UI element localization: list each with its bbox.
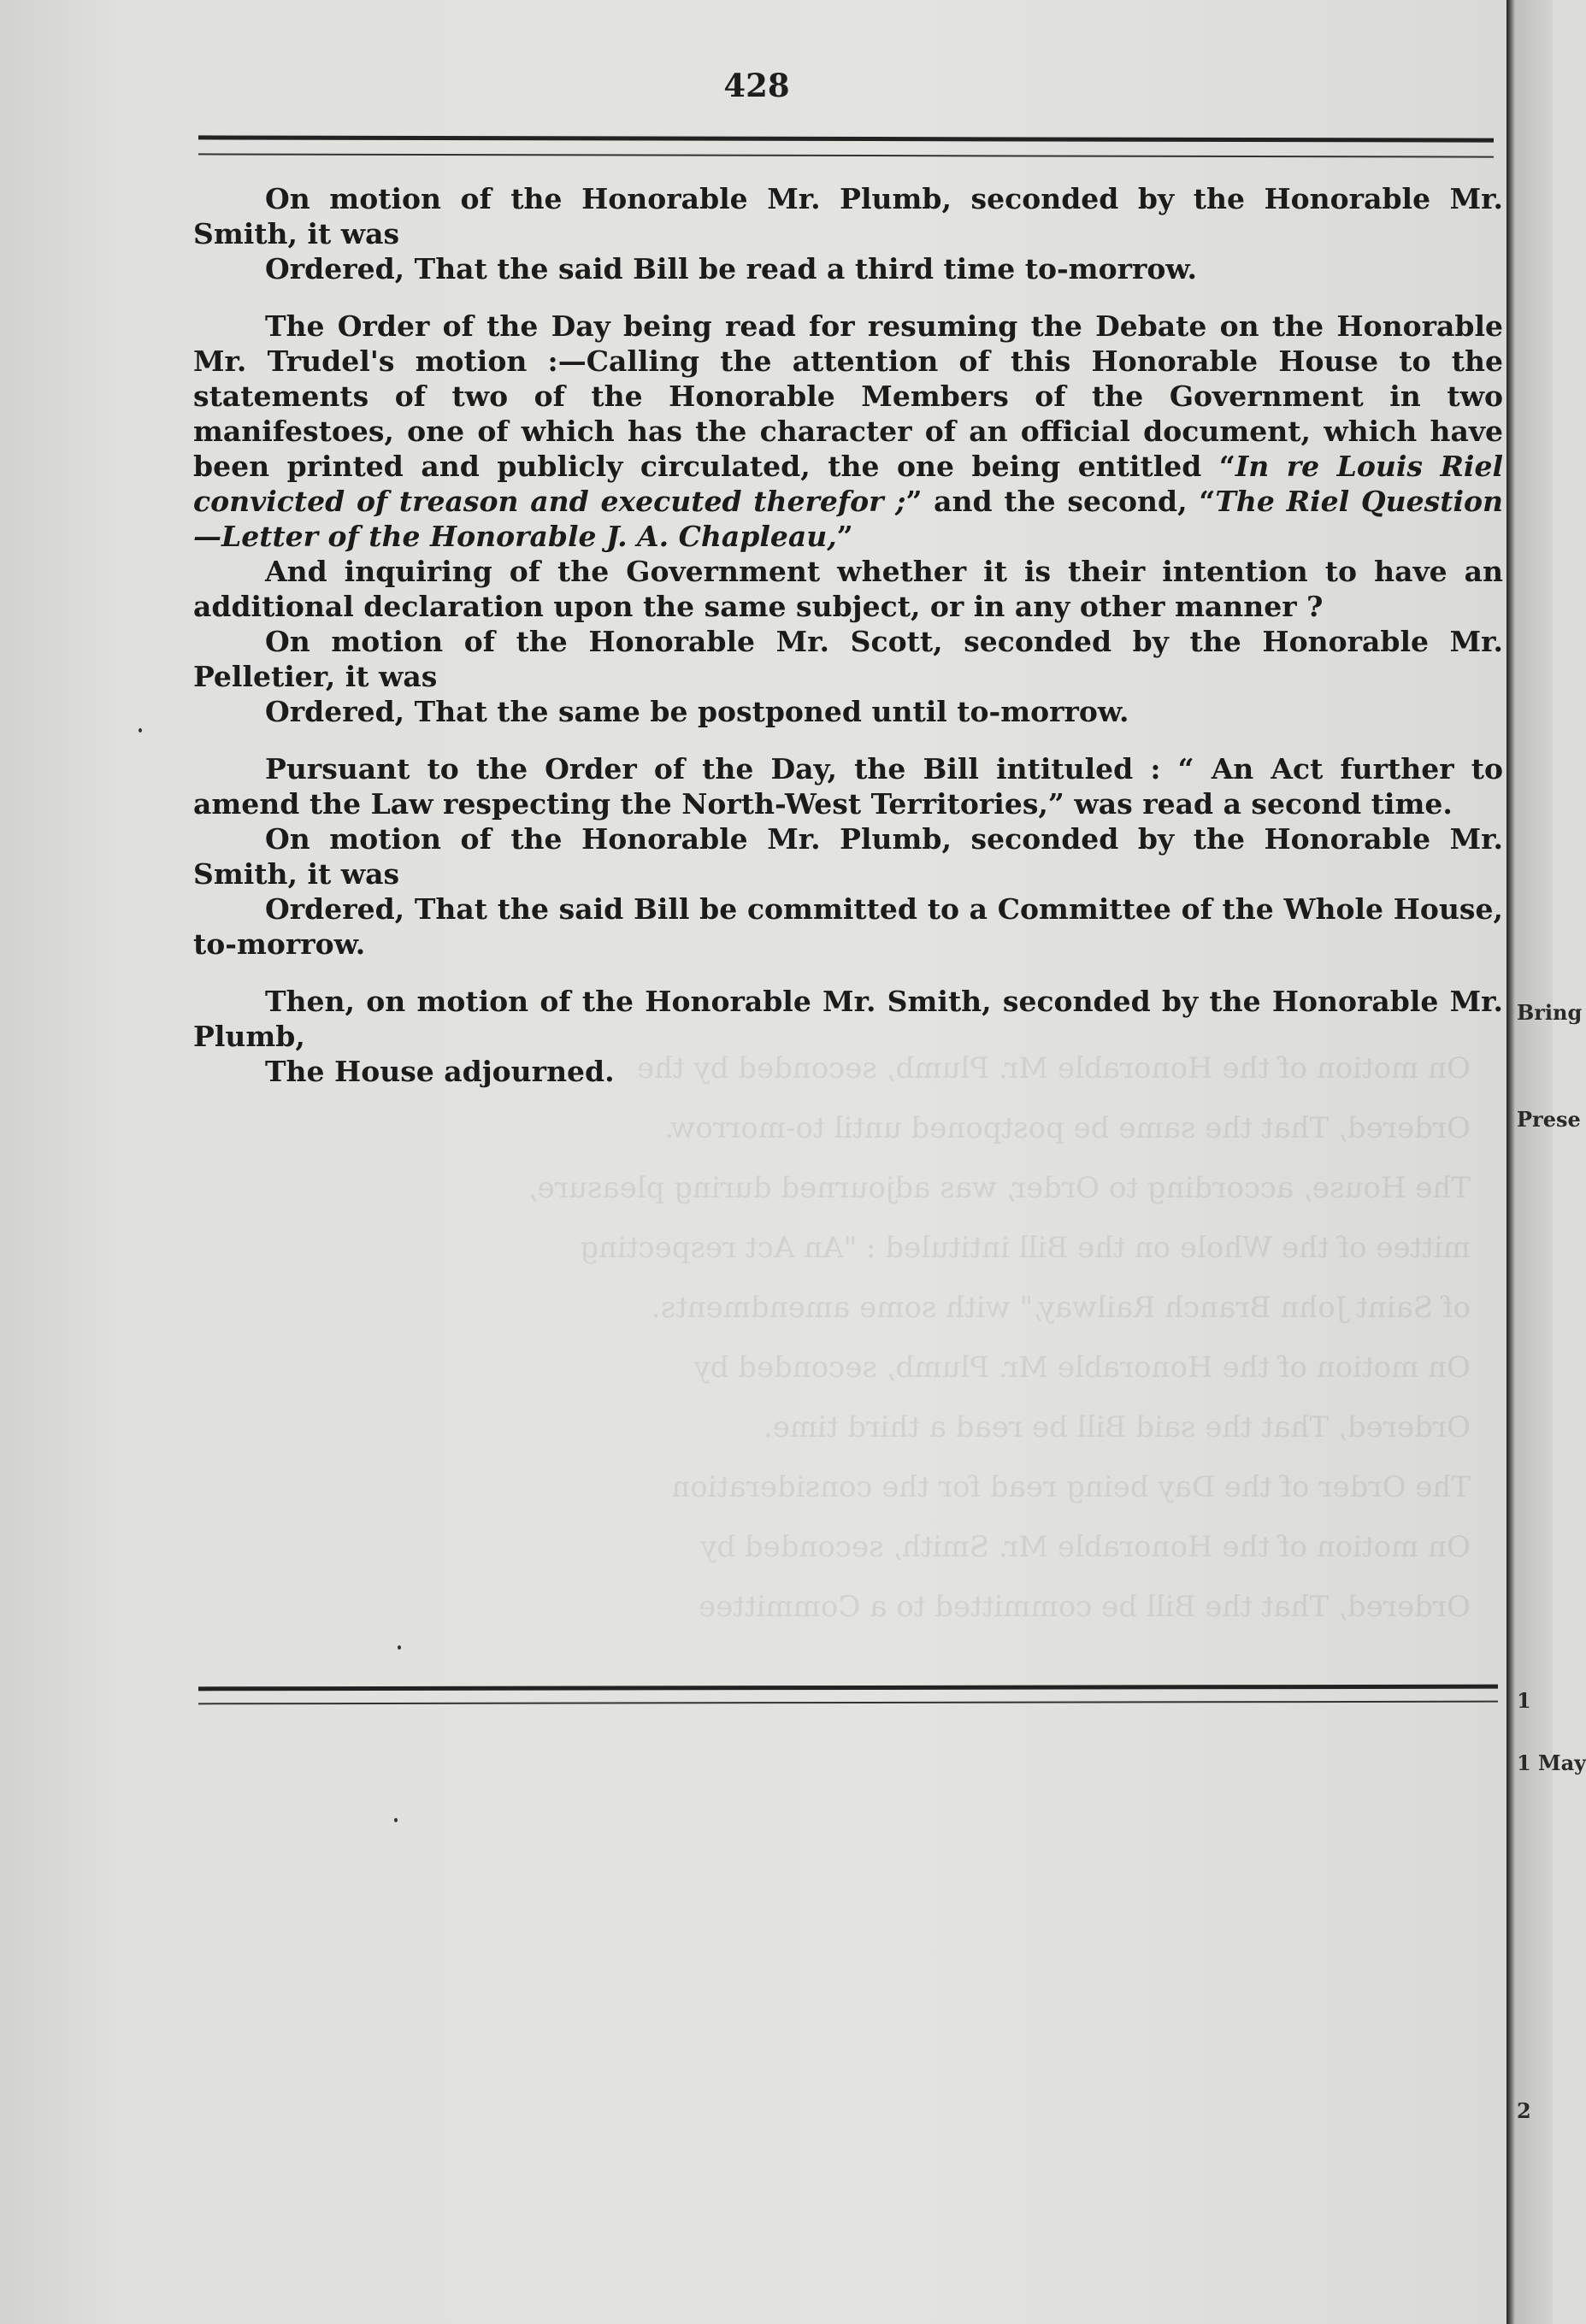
paragraph-text: The Order of the Day being read for resuming the Debate on the Honorable Mr. Trudel's motion :—Calling the attention of this Honorable House to the statements of two of the Honorable Members of the Government in two manifestoes, one of which has the character of an official document, which have been printed and publicly circulated, the one being entitled “ (193, 309, 1503, 483)
paragraph: The House adjourned. (265, 1055, 615, 1088)
bottom-rule (198, 1685, 1498, 1705)
paragraph: On motion of the Honorable Mr. Scott, seconded by the Honorable Mr. Pelletier, it was (193, 625, 1503, 693)
page-number: 428 (723, 67, 790, 104)
paragraph: On motion of the Honorable Mr. Plumb, seconded by the Honorable Mr. Smith, it was (193, 822, 1503, 891)
spine-label: Bring (1517, 1000, 1583, 1025)
italic-title: The Riel Question—Letter of the Honorable J. A. Chapleau, (193, 485, 1503, 553)
spine-label: 2 (1517, 2098, 1531, 2123)
ink-speck (139, 728, 142, 733)
paragraph: Ordered, That the said Bill be read a third time to-morrow. (265, 252, 1197, 285)
ink-speck (394, 1818, 398, 1822)
paragraph-text: ” and the second, “ (905, 485, 1216, 518)
italic-title: In re Louis Riel convicted of treason and executed therefor ; (193, 450, 1503, 518)
spine-label: Prese (1517, 1107, 1581, 1132)
paragraph: And inquiring of the Government whether it is their intention to have an additional declaration upon the same subject, or in any other manner ? (193, 555, 1503, 623)
adjacent-page-edge (1506, 0, 1586, 2324)
spine-label: 1 (1517, 1688, 1531, 1713)
paragraph: On motion of the Honorable Mr. Plumb, seconded by the Honorable Mr. Smith, it was (193, 182, 1503, 250)
paragraph: Ordered, That the same be postponed until to-morrow. (265, 695, 1129, 728)
paragraph-text: ” (836, 520, 853, 553)
paragraph (193, 309, 1503, 554)
spine-label: 1 May (1517, 1750, 1586, 1775)
bleed-through-text: On motion of the Honorable Mr. Plumb, seconded by the Ordered, That the same be postponed until to-morrow. The House, according to Order, was adjourned during pleasure, mittee of the Whole on the Bill intituled : "An Act respecting of Saint John Branch Railway," with some amendments. On motion of the Honorable Mr. Plumb, seconded by Ordered, That the said Bill be read a third time. The Order of the Day being read for the consideration On motion of the Honorable Mr. Smith, seconded by Ordered, That the Bill be committed to a Committee (528, 1051, 1471, 1624)
paragraph: Then, on motion of the Honorable Mr. Smith, seconded by the Honorable Mr. Plumb, (193, 985, 1503, 1053)
ink-speck (398, 1645, 401, 1650)
top-rule (198, 135, 1494, 157)
journal-text (193, 181, 1503, 1089)
paragraph: Pursuant to the Order of the Day, the Bill intituled : “ An Act further to amend the Law respecting the North-West Territories,” was read a second time. (193, 752, 1503, 821)
paragraph: Ordered, That the said Bill be committed to a Committee of the Whole House, to-morrow. (193, 892, 1503, 961)
